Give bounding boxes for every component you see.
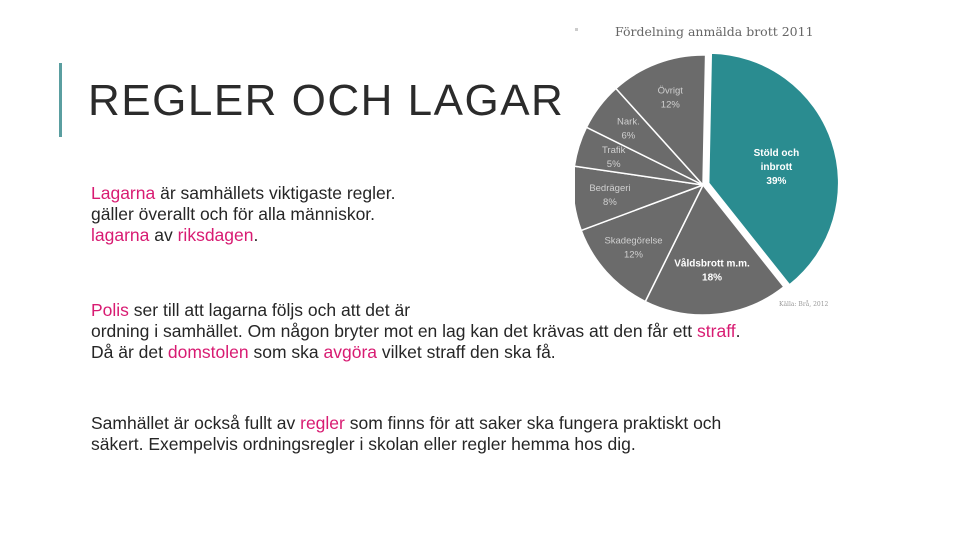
- chart-title: Fördelning anmälda brott 2011: [615, 24, 814, 39]
- chart-source: Källa: Brå, 2012: [779, 301, 829, 308]
- slice-percent: 5%: [606, 159, 621, 171]
- title-accent-bar: [59, 63, 62, 137]
- slice-label: Trafik 5%: [601, 145, 626, 171]
- text-segment: är samhällets viktigaste regler.: [155, 183, 396, 203]
- slice-percent: 39%: [766, 176, 787, 188]
- slice-percent: 18%: [702, 272, 723, 284]
- slice-percent: 12%: [660, 99, 680, 111]
- crime-pie-chart: [575, 20, 845, 315]
- highlighted-term: lagarna: [91, 225, 150, 245]
- text-segment: som ska: [248, 342, 324, 362]
- paragraph-line: [91, 204, 611, 225]
- paragraph-line: [91, 434, 871, 455]
- text-segment: som finns för att saker ska fungera praktiskt och: [344, 413, 722, 433]
- paragraph-laws: [91, 183, 611, 246]
- slice-percent: 12%: [623, 249, 644, 261]
- slice-label: Våldsbrott m.m. 18%: [674, 258, 750, 284]
- text-segment: gäller överallt och för alla människor.: [91, 204, 376, 224]
- text-segment: vilket straff den ska få.: [377, 342, 556, 362]
- highlighted-term: Polis: [91, 300, 129, 320]
- slice-label: Skadegörelse 12%: [604, 235, 663, 261]
- highlighted-term: avgöra: [323, 342, 378, 362]
- highlighted-term: riksdagen: [177, 225, 254, 245]
- paragraph-line: [91, 413, 871, 434]
- highlighted-term: straff: [697, 321, 736, 341]
- slice-label: Stöld och inbrott 39%: [753, 148, 800, 188]
- paragraph-line: [91, 225, 611, 246]
- paragraph-line: [91, 321, 871, 342]
- paragraph-rules: [91, 413, 871, 455]
- text-segment: säkert. Exempelvis ordningsregler i skolan eller regler hemma hos dig.: [91, 434, 636, 454]
- slice-label: Bedrägeri 8%: [589, 182, 631, 208]
- highlighted-term: domstolen: [167, 342, 249, 362]
- text-segment: .: [735, 321, 741, 341]
- text-segment: av: [149, 225, 178, 245]
- highlighted-term: regler: [300, 413, 345, 433]
- paragraph-line: [91, 342, 871, 363]
- paragraph-line: [91, 183, 611, 204]
- text-segment: ser till att lagarna följs och att det är: [128, 300, 411, 320]
- slice-label: Nark. 6%: [617, 116, 640, 142]
- text-segment: Då är det: [91, 342, 168, 362]
- text-segment: Samhället är också fullt av: [91, 413, 301, 433]
- slice-percent: 6%: [621, 130, 636, 142]
- page-title: REGLER OCH LAGAR: [88, 76, 565, 125]
- slice-percent: 8%: [603, 196, 617, 208]
- pie-svg: [575, 20, 845, 315]
- highlighted-term: Lagarna: [91, 183, 156, 203]
- slice-label: Övrigt 12%: [657, 85, 683, 111]
- text-segment: .: [253, 225, 259, 245]
- text-segment: ordning i samhället. Om någon bryter mot en lag kan det krävas att den får ett: [91, 321, 698, 341]
